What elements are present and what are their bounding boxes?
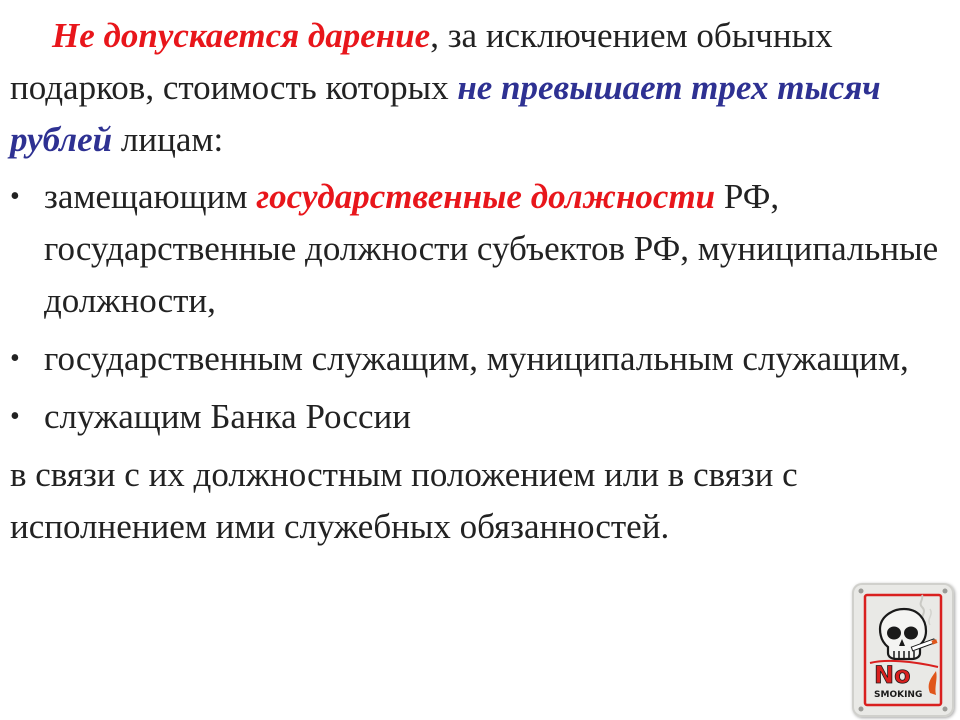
no-smoking-sign-icon bbox=[852, 583, 954, 717]
list-item bbox=[10, 171, 945, 327]
bullet-icon: • bbox=[10, 401, 20, 432]
list-item-text-tail: РФ, государственные должности субъектов РФ, муниципальные должности, bbox=[44, 177, 939, 320]
list-item-text: замещающим bbox=[44, 177, 257, 216]
gift-ban-emphasis: Не допускается дарение bbox=[52, 16, 431, 55]
list-item-text: государственным служащим, муниципальным служащим, bbox=[44, 339, 909, 378]
no-smoking-sign-graphic bbox=[852, 583, 954, 717]
list-item bbox=[10, 391, 945, 443]
list-item bbox=[10, 333, 945, 385]
list-item-text: служащим Банка России bbox=[44, 397, 411, 436]
intro-text-1: , за исключением обычных подарков, стоимость которых bbox=[10, 16, 833, 107]
slide-content bbox=[10, 10, 945, 553]
bullet-icon: • bbox=[10, 181, 20, 212]
sign-no-text: No bbox=[874, 661, 911, 689]
list-item-highlight: государственные должности bbox=[256, 177, 716, 216]
intro-paragraph bbox=[10, 10, 945, 166]
intro-text-2: лицам: bbox=[112, 120, 224, 159]
bullet-icon: • bbox=[10, 343, 20, 374]
officials-list bbox=[10, 171, 945, 443]
price-limit-emphasis: не превышает трех тысяч рублей bbox=[10, 68, 881, 159]
closing-paragraph: в связи с их должностным положением или в связи с исполнением ими служебных обязанностей. bbox=[10, 455, 798, 546]
sign-smoking-text: SMOKING bbox=[874, 690, 923, 700]
